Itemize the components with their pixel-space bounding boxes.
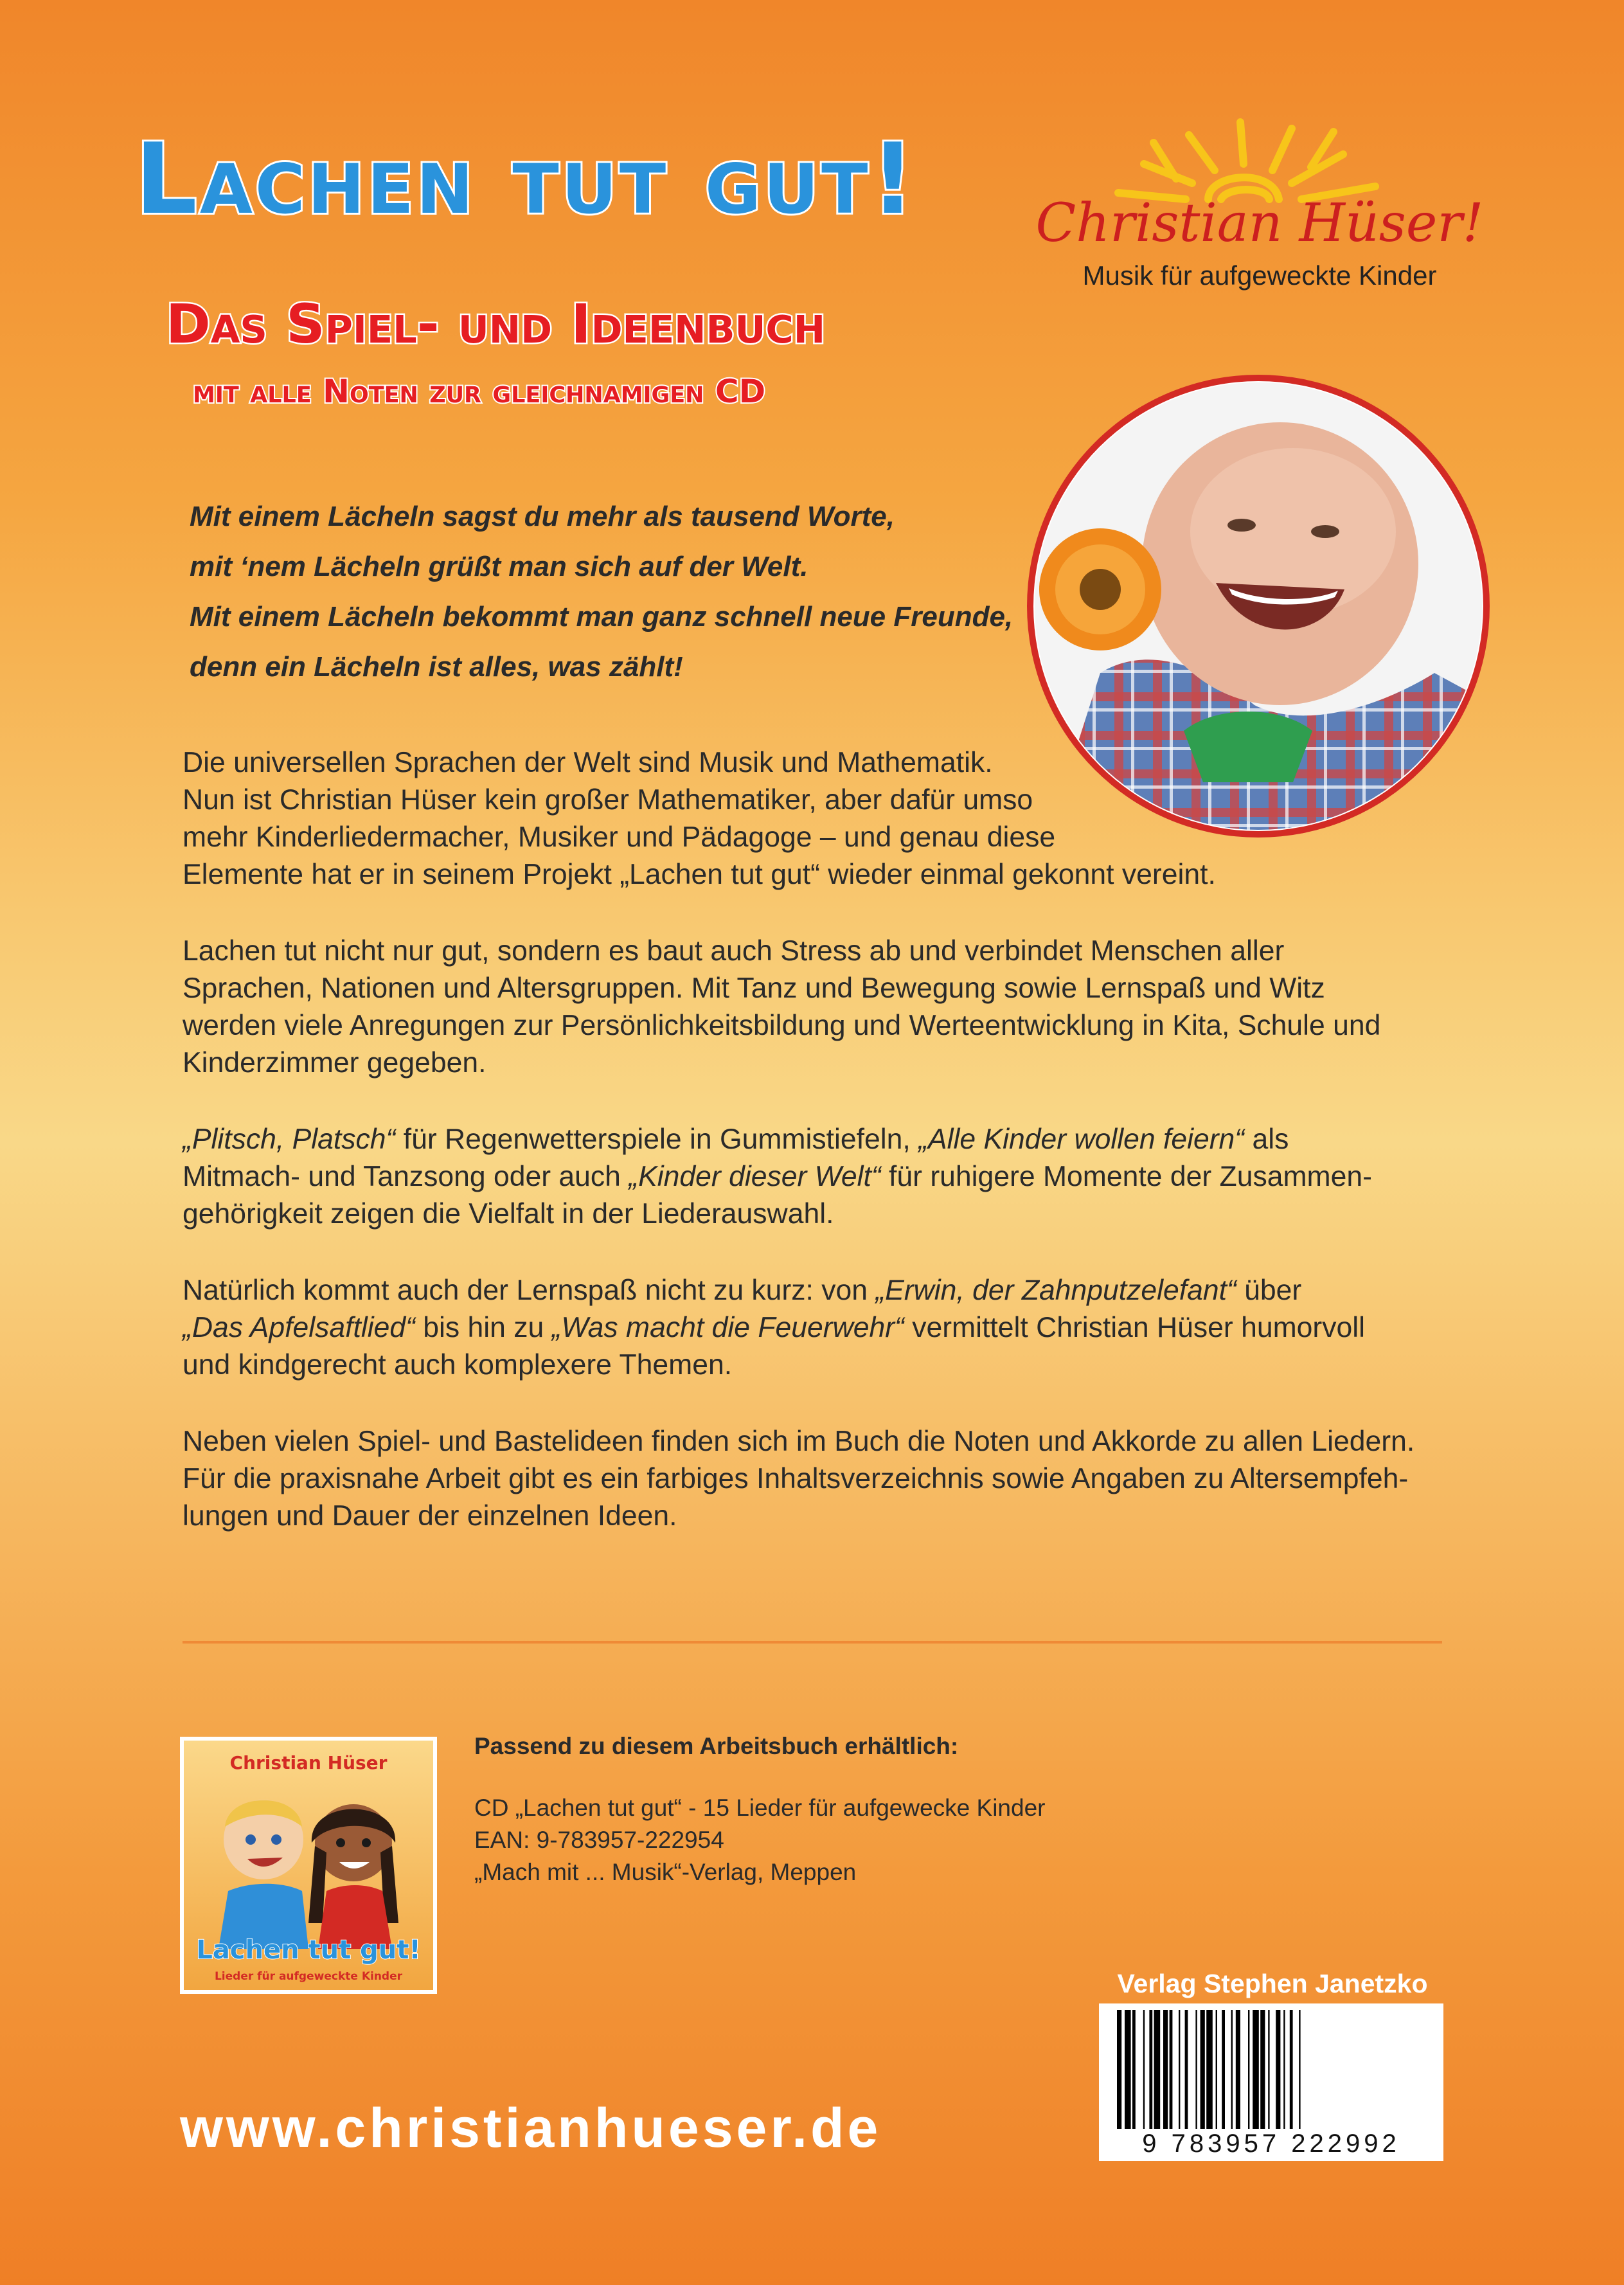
text-line: mehr Kinderliedermacher, Musiker und Pädagoge – und genau diese bbox=[183, 821, 1056, 853]
text-fragment: für ruhigere Momente der Zusammen- bbox=[880, 1161, 1372, 1192]
text-line: Sprachen, Nationen und Altersgruppen. Mit Tanz und Bewegung sowie Lernspaß und Witz bbox=[183, 972, 1325, 1004]
paragraph-benefits bbox=[183, 933, 1455, 1082]
availability-line: CD „Lachen tut gut“ - 15 Lieder für aufgewecke Kinder bbox=[474, 1795, 1046, 1821]
text-line: Für die praxisnahe Arbeit gibt es ein farbiges Inhaltsverzeichnis sowie Angaben zu Altersempfeh- bbox=[183, 1463, 1409, 1494]
text-line: Kinderzimmer gegeben. bbox=[183, 1047, 486, 1079]
text-fragment: Mitmach- und Tanzsong oder auch bbox=[183, 1161, 629, 1192]
paragraph-learning bbox=[183, 1272, 1455, 1384]
song-title: „Plitsch, Platsch“ bbox=[183, 1124, 396, 1155]
logo-name: Christian Hüser! bbox=[1035, 193, 1484, 254]
barcode-digit-prefix: 9 bbox=[1142, 2129, 1161, 2158]
text-line: und kindgerecht auch komplexere Themen. bbox=[183, 1349, 733, 1381]
text-line: werden viele Anregungen zur Persönlichkeitsbildung und Werteentwicklung in Kita, Schule und bbox=[183, 1010, 1381, 1041]
description-text bbox=[183, 744, 1455, 1574]
song-title: „Was macht die Feuerwehr“ bbox=[551, 1312, 904, 1343]
text-line: Elemente hat er in seinem Projekt „Lachen tut gut“ wieder einmal gekonnt vereint. bbox=[183, 859, 1216, 890]
text-fragment: bis hin zu bbox=[415, 1312, 552, 1343]
book-subtitle-secondary: mit alle Noten zur gleichnamigen CD bbox=[193, 373, 766, 410]
text-line: Die universellen Sprachen der Welt sind Musik und Mathematik. bbox=[183, 747, 993, 778]
availability-line: EAN: 9-783957-222954 bbox=[474, 1827, 724, 1853]
barcode-digits-right: 222992 bbox=[1291, 2129, 1400, 2158]
quote-line: Mit einem Lächeln bekommt man ganz schnell neue Freunde, bbox=[190, 601, 1013, 632]
barcode-digits-left: 783957 bbox=[1171, 2129, 1281, 2158]
song-title: „Kinder dieser Welt“ bbox=[629, 1161, 881, 1192]
text-line: gehörigkeit zeigen die Vielfalt in der Liederauswahl. bbox=[183, 1198, 834, 1230]
barcode-number bbox=[1099, 2129, 1443, 2158]
text-fragment: Natürlich kommt auch der Lernspaß nicht zu kurz: von bbox=[183, 1275, 876, 1306]
song-quote bbox=[190, 492, 1051, 692]
text-fragment: als bbox=[1244, 1124, 1289, 1155]
paragraph-songs bbox=[183, 1121, 1455, 1233]
quote-line: denn ein Lächeln ist alles, was zählt! bbox=[190, 651, 683, 683]
song-title: „Das Apfelsaftlied“ bbox=[183, 1312, 415, 1343]
cd-cover-image bbox=[180, 1737, 437, 1994]
text-line: Neben vielen Spiel- und Bastelideen finden sich im Buch die Noten und Akkorde zu allen Liedern. bbox=[183, 1426, 1415, 1457]
text-line: lungen und Dauer der einzelnen Ideen. bbox=[183, 1500, 677, 1532]
logo-tagline: Musik für aufgeweckte Kinder bbox=[1082, 260, 1437, 291]
quote-line: mit ‘nem Lächeln grüßt man sich auf der Welt. bbox=[190, 551, 808, 582]
song-title: „Erwin, der Zahnputzelefant“ bbox=[875, 1275, 1236, 1306]
availability-line: „Mach mit ... Musik“-Verlag, Meppen bbox=[474, 1859, 857, 1885]
publisher-name: Verlag Stephen Janetzko bbox=[1117, 1969, 1428, 1998]
cd-subtitle: Lieder für aufgeweckte Kinder bbox=[214, 1970, 403, 1983]
availability-heading: Passend zu diesem Arbeitsbuch erhältlich: bbox=[474, 1733, 959, 1759]
book-title: Lachen tut gut! bbox=[135, 122, 918, 236]
paragraph-intro bbox=[183, 744, 1455, 893]
text-fragment: für Regenwetterspiele in Gummistiefeln, bbox=[395, 1124, 919, 1155]
text-line: Nun ist Christian Hüser kein großer Mathematiker, aber dafür umso bbox=[183, 784, 1033, 816]
website-url[interactable]: www.christianhueser.de bbox=[180, 2097, 882, 2159]
song-title: „Alle Kinder wollen feiern“ bbox=[918, 1124, 1245, 1155]
cd-title: Lachen tut gut! bbox=[196, 1935, 421, 1965]
text-line: Lachen tut nicht nur gut, sondern es baut auch Stress ab und verbindet Menschen aller bbox=[183, 935, 1285, 967]
cd-availability bbox=[474, 1730, 1181, 1888]
text-fragment: vermittelt Christian Hüser humorvoll bbox=[904, 1312, 1366, 1343]
quote-line: Mit einem Lächeln sagst du mehr als tausend Worte, bbox=[190, 501, 895, 532]
text-fragment: über bbox=[1236, 1275, 1302, 1306]
section-divider bbox=[183, 1641, 1442, 1644]
cd-artist: Christian Hüser bbox=[229, 1752, 388, 1773]
book-subtitle: Das Spiel- und Ideenbuch bbox=[166, 292, 826, 355]
paragraph-contents bbox=[183, 1423, 1455, 1535]
